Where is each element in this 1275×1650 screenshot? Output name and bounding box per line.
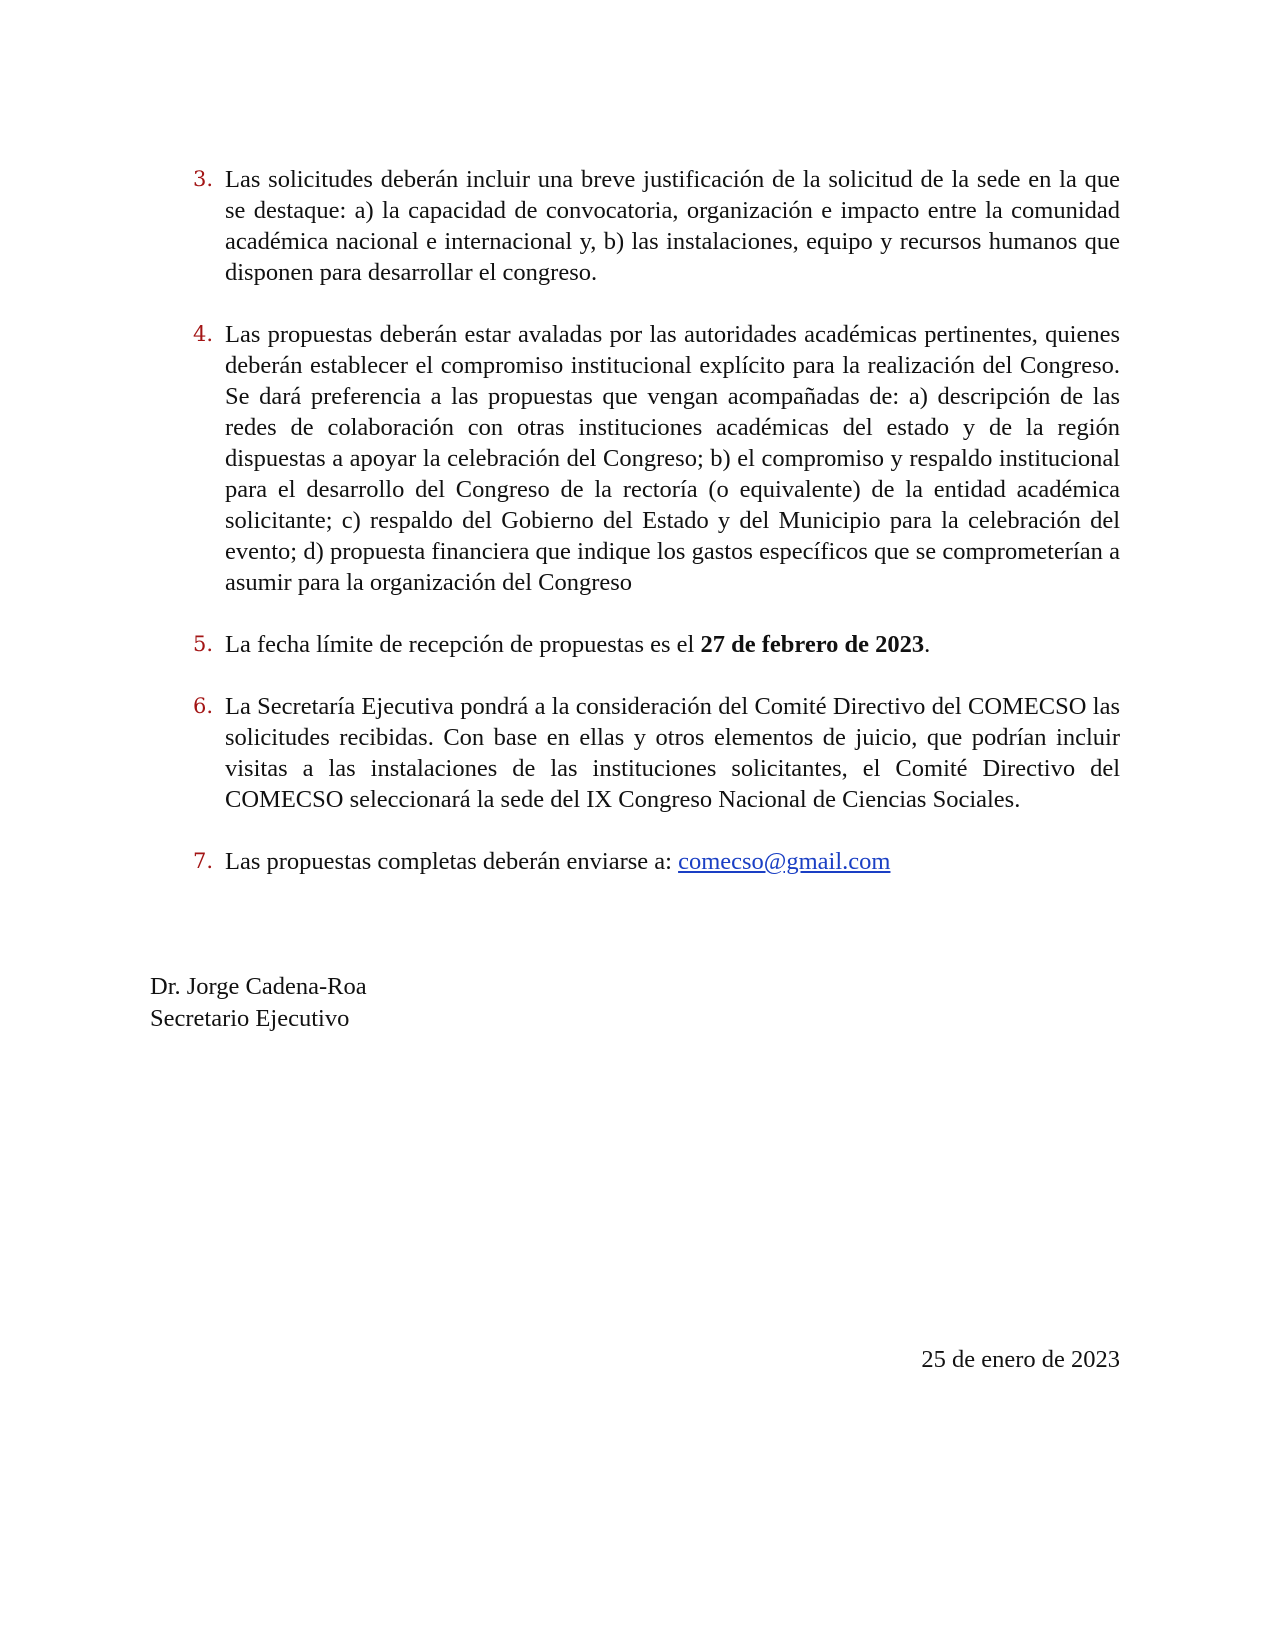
signatory-title: Secretario Ejecutivo [150,1005,350,1032]
signatory-name: Dr. Jorge Cadena-Roa [150,973,367,1000]
list-number: 5. [192,632,213,656]
list-item [150,629,1120,660]
list-number: 3. [192,167,213,191]
list-item [150,164,1120,288]
list-item-text [225,846,1120,877]
email-link[interactable]: comecso@gmail.com [678,848,891,875]
list-number: 7. [192,849,213,873]
deadline-period: . [924,631,931,658]
list-item-text [225,629,1120,660]
list-number: 6. [192,694,213,718]
list-item [150,846,1120,877]
deadline-intro: La fecha límite de recepción de propuestas es el [225,631,701,658]
list-item [150,691,1120,815]
requirements-list [150,164,1120,908]
document-date: 25 de enero de 2023 [921,1346,1120,1373]
deadline-date: 27 de febrero de 2023 [700,631,925,658]
list-item-text: Las propuestas deberán estar avaladas por las autoridades académicas pertinentes, quienes deberán establecer el compromiso institucional explícito para la realización del Congreso. Se dará preferencia a las propuestas que vengan acompañadas de: a) descripción de las redes de colaboración con otras instituciones académicas del estado y de la región dispuestas a apoyar la celebración del Congreso; b) el compromiso y respaldo institucional para el desarrollo del Congreso de la rectoría (o equivalente) de la entidad académica solicitante; c) respaldo del Gobierno del Estado y del Municipio para la celebración del evento; d) propuesta financiera que indique los gastos específicos que se comprometerían a asumir para la organización del Congreso [225,321,1120,596]
list-item-text: La Secretaría Ejecutiva pondrá a la consideración del Comité Directivo del COMECSO las solicitudes recibidas. Con base en ellas y otros elementos de juicio, que podrían incluir visitas a las instalaciones de las instituciones solicitantes, el Comité Directivo del COMECSO seleccionará la sede del IX Congreso Nacional de Ciencias Sociales. [225,693,1120,813]
signature-block [150,971,367,1035]
list-item-text: Las solicitudes deberán incluir una breve justificación de la solicitud de la sede en la que se destaque: a) la capacidad de convocatoria, organización e impacto entre la comunidad académica nacional e internacional y, b) las instalaciones, equipo y recursos humanos que disponen para desarrollar el congreso. [225,166,1120,286]
email-intro: Las propuestas completas deberán enviarse a: [225,848,679,875]
list-number: 4. [192,322,213,346]
list-item [150,319,1120,598]
